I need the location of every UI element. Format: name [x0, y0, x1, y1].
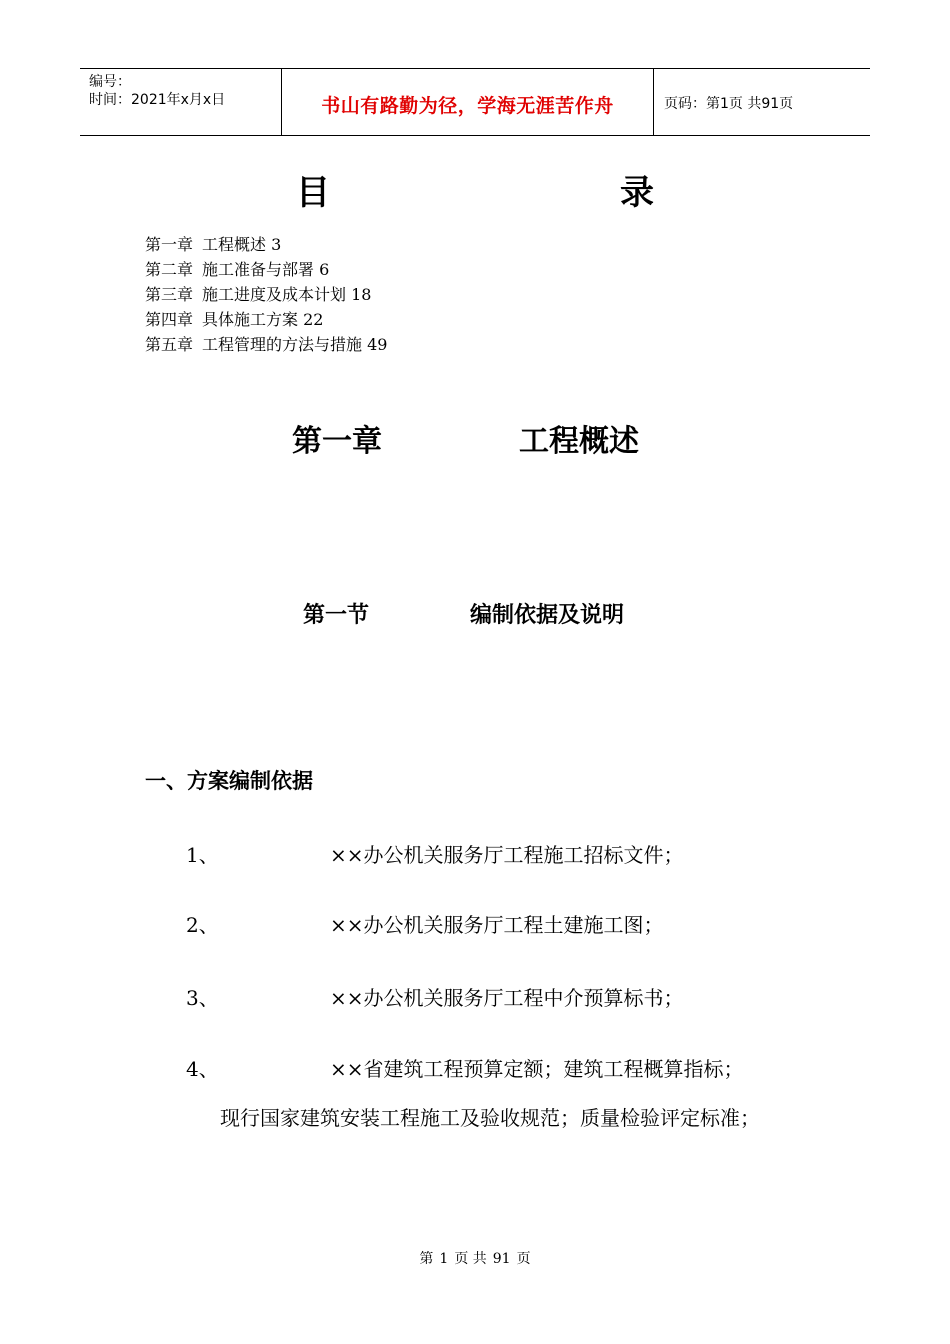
- basis-item-text: ××办公机关服务厅工程土建施工图；: [330, 913, 664, 937]
- header-meta-cell: [80, 69, 282, 135]
- footer-current-page: 1: [439, 1251, 449, 1267]
- toc-item-title: 工程概述: [202, 235, 267, 254]
- toc-item[interactable]: [145, 232, 387, 257]
- section-number: 第一节: [303, 603, 370, 628]
- basis-item-text: ××办公机关服务厅工程中介预算标书；: [330, 986, 684, 1010]
- number-label: 编号：: [89, 74, 131, 90]
- toc-item-title: 工程管理的方法与措施: [202, 335, 363, 354]
- toc-item-page: 6: [319, 260, 330, 279]
- toc-item[interactable]: [145, 282, 387, 307]
- subsection-heading: 一、方案编制依据: [145, 769, 313, 793]
- header-page-info: 页码：第1页 共91页: [664, 96, 794, 112]
- footer-mid: 页 共: [454, 1251, 487, 1267]
- page-footer: [0, 1248, 950, 1268]
- toc-item[interactable]: [145, 332, 387, 357]
- toc-item-chapter: 第二章: [145, 260, 194, 279]
- footer-suffix: 页: [516, 1251, 531, 1267]
- toc-item-title: 具体施工方案: [202, 310, 299, 329]
- section-title: 编制依据及说明: [470, 603, 625, 628]
- header-motto: 书山有路勤为径，学海无涯苦作舟: [282, 69, 654, 135]
- basis-item-number: 1、: [186, 843, 219, 867]
- toc-item-page: 22: [303, 310, 324, 329]
- toc-title-char-2: 录: [620, 173, 654, 213]
- toc-item-title: 施工准备与部署: [202, 260, 315, 279]
- toc-item-page: 49: [367, 335, 388, 354]
- toc-item-chapter: 第四章: [145, 310, 194, 329]
- chapter-title: 工程概述: [519, 424, 639, 459]
- toc-item-chapter: 第一章: [145, 235, 194, 254]
- time-label: 时间：2021年x月x日: [89, 92, 226, 108]
- basis-item-text: ××省建筑工程预算定额；建筑工程概算指标；: [330, 1057, 744, 1081]
- header-table: [80, 68, 870, 136]
- basis-item-number: 3、: [186, 986, 219, 1010]
- basis-item-number: 4、: [186, 1057, 219, 1081]
- toc-title-char-1: 目: [296, 173, 330, 213]
- toc-item-page: 3: [271, 235, 282, 254]
- footer-prefix: 第: [419, 1251, 434, 1267]
- toc-list: [145, 232, 387, 357]
- basis-item-text: ××办公机关服务厅工程施工招标文件；: [330, 843, 684, 867]
- basis-item-number: 2、: [186, 913, 219, 937]
- toc-item-page: 18: [351, 285, 372, 304]
- standards-line: 现行国家建筑安装工程施工及验收规范；质量检验评定标准；: [220, 1106, 760, 1130]
- toc-item-title: 施工进度及成本计划: [202, 285, 347, 304]
- footer-total-pages: 91: [492, 1251, 511, 1267]
- toc-item[interactable]: [145, 307, 387, 332]
- toc-item-chapter: 第三章: [145, 285, 194, 304]
- chapter-number: 第一章: [292, 424, 382, 459]
- toc-item[interactable]: [145, 257, 387, 282]
- toc-item-chapter: 第五章: [145, 335, 194, 354]
